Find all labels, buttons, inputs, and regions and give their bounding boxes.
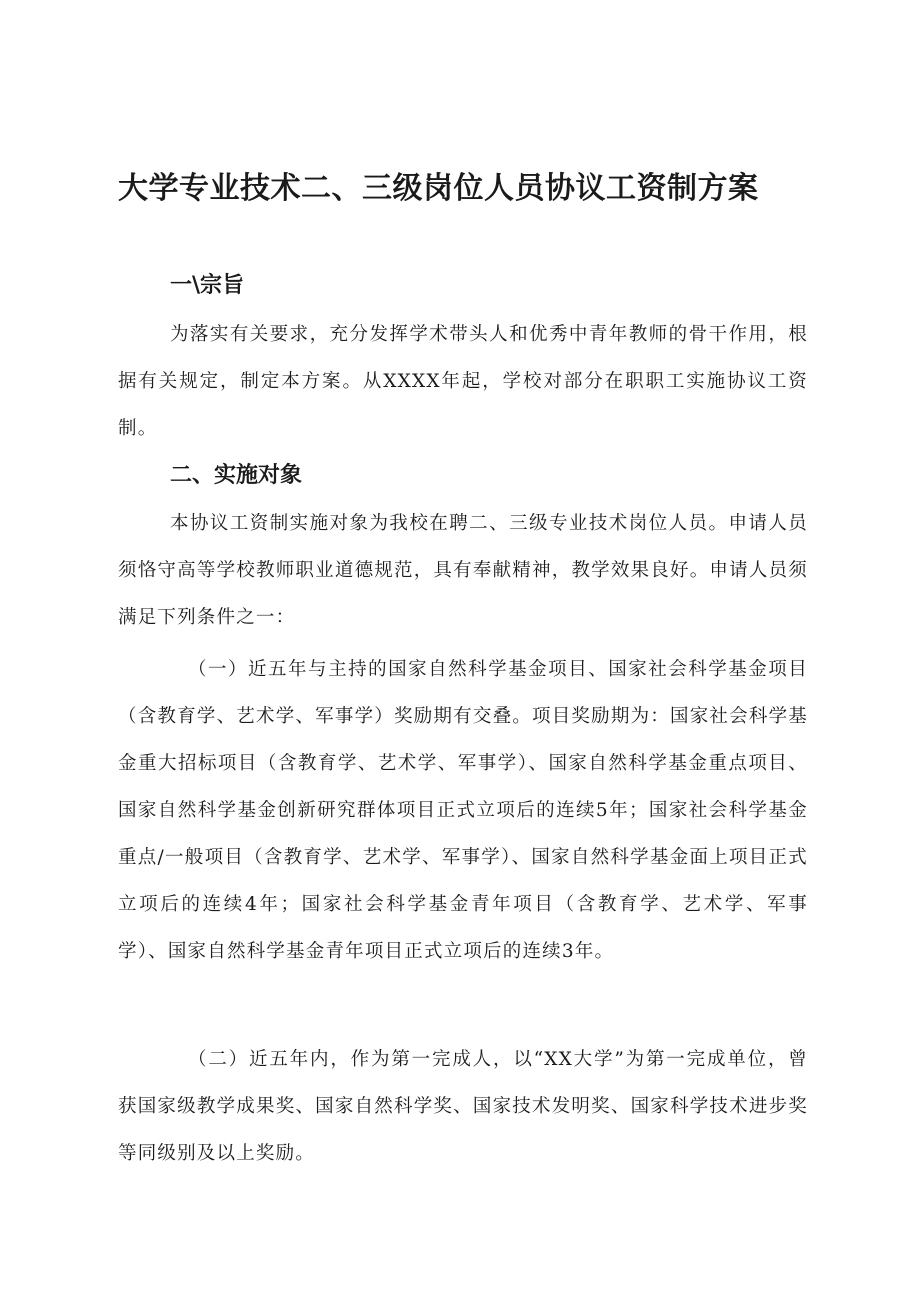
section-heading-target: 二、实施对象	[170, 463, 303, 488]
paragraph-target-intro: 本协议工资制实施对象为我校在聘二、三级专业技术岗位人员。申请人员须恪守高等学校教师职业道德规范，具有奉献精神，教学效果良好。申请人员须满足下列条件之一：	[118, 513, 808, 628]
paragraph-condition-two: （二）近五年内，作为第一完成人，以“XX大学”为第一完成单位，曾获国家级教学成果奖、国家自然科学奖、国家技术发明奖、国家科学技术进步奖等同级别及以上奖励。	[118, 1049, 808, 1164]
paragraph-condition-one: （一）近五年与主持的国家自然科学基金项目、国家社会科学基金项目（含教育学、艺术学、军事学）奖励期有交叠。项目奖励期为：国家社会科学基金重大招标项目（含教育学、艺术学、军事学）、国家自然科学基金重点项目、国家自然科学基金创新研究群体项目正式立项后的连续5年；国家社会科学基金重点/一般项目（含教育学、艺术学、军事学）、国家自然科学基金面上项目正式立项后的连续4年；国家社会科学基金青年项目（含教育学、艺术学、军事学）、国家自然科学基金青年项目正式立项后的连续3年。	[118, 659, 808, 962]
paragraph-purpose: 为落实有关要求，充分发挥学术带头人和优秀中青年教师的骨干作用，根据有关规定，制定本方案。从XXXX年起，学校对部分在职职工实施协议工资制。	[118, 324, 808, 439]
document-title: 大学专业技术二、三级岗位人员协议工资制方案	[118, 171, 759, 206]
section-heading-purpose: 一\宗旨	[170, 273, 245, 298]
